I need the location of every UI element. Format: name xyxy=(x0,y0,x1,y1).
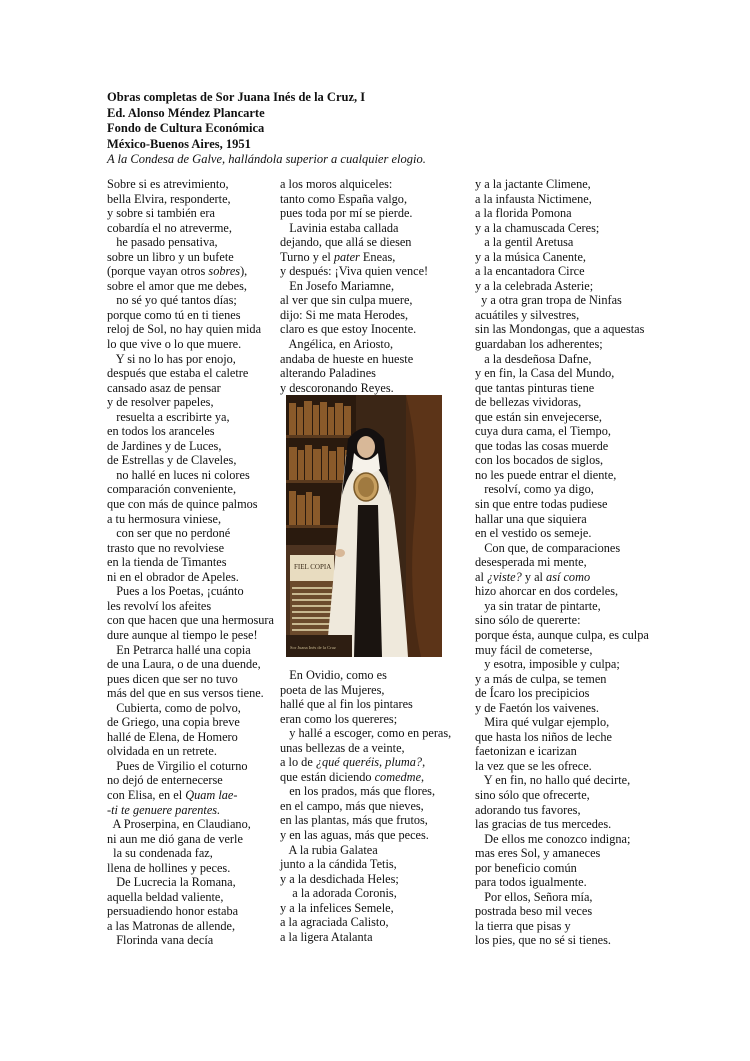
verse-line: mas eres Sol, y amaneces xyxy=(475,846,601,861)
verse-line: sobre un libro y un bufete xyxy=(107,249,234,264)
verse-line: que están sin envejecerse, xyxy=(475,409,603,424)
verse-line: con que hacen que una hermosura xyxy=(107,613,274,628)
verse-line: hallar una que siquiera xyxy=(475,511,587,526)
verse-line: con los bocados de siglos, xyxy=(475,453,604,468)
verse-line: eran como los quereres; xyxy=(280,711,398,726)
verse-line: De ellos me conozco indigna; xyxy=(475,831,631,846)
verse-line: porque como tú en ti tienes xyxy=(107,307,241,322)
verse-line: lo que vive o lo que muere. xyxy=(107,337,242,352)
verse-line: de Estrellas y de Claveles, xyxy=(107,453,237,468)
verse-line: hallé de Elena, de Homero xyxy=(107,729,238,744)
verse-line: Y en fin, no hallo qué decirte, xyxy=(475,773,631,788)
verse-line: y de Faetón los vaivenes. xyxy=(475,700,599,715)
verse-line: persuadiendo honor estaba xyxy=(107,904,239,919)
verse-line: para todos igualmente. xyxy=(475,875,587,890)
verse-line: a la agraciada Calisto, xyxy=(280,915,389,930)
verse-line: Pues a los Poetas, ¡cuánto xyxy=(107,584,244,599)
verse-line: de Jardines y de Luces, xyxy=(107,438,222,453)
verse-line: dejando, que allá se diesen xyxy=(280,235,412,250)
book-publisher: Fondo de Cultura Económica xyxy=(107,121,265,135)
verse-line: a la ligera Atalanta xyxy=(280,929,373,944)
verse-line: y sobre si también era xyxy=(107,206,215,221)
book-place-year: México-Buenos Aires, 1951 xyxy=(107,136,251,151)
verse-line: a la florida Pomona xyxy=(475,206,572,221)
verse-line: bella Elvira, responderte, xyxy=(107,191,231,206)
verse-line: al ¿viste? y al así como xyxy=(475,569,591,584)
verse-line: cuya dura cama, el Tiempo, xyxy=(475,424,611,439)
verse-line: la tierra que pisas y xyxy=(475,918,571,933)
verse-line: y hallé a escoger, como en peras, xyxy=(280,726,452,741)
verse-line: a la gentil Aretusa xyxy=(475,235,574,250)
verse-line: Mira qué vulgar ejemplo, xyxy=(475,715,610,730)
verse-line: hizo ahorcar en dos cordeles, xyxy=(475,584,619,599)
verse-line: Y si no lo has por enojo, xyxy=(107,351,236,366)
verse-line: reloj de Sol, no hay quien mida xyxy=(107,322,262,337)
verse-line: y a la música Canente, xyxy=(475,249,586,264)
verse-line: que tantas pinturas tiene xyxy=(475,380,595,395)
verse-line: sin que entre todas pudiese xyxy=(475,497,608,512)
verse-line: que están diciendo comedme, xyxy=(280,769,425,784)
verse-line: pues toda por mí se pierde. xyxy=(280,206,413,221)
verse-line: a la encantadora Circe xyxy=(475,264,585,279)
verse-line: faetonizan e icarizan xyxy=(475,744,577,759)
verse-line: sin las Mondongas, que a aquestas xyxy=(475,322,645,337)
verse-line: Por ellos, Señora mía, xyxy=(475,889,593,904)
verse-line: de Griego, una copia breve xyxy=(107,715,240,730)
verse-line: andaba de hueste en hueste xyxy=(280,351,414,366)
italic-phrase: ¿viste? xyxy=(486,569,522,584)
verse-line: desesperada mi mente, xyxy=(475,555,587,570)
verse-line: sino sólo de quererte: xyxy=(475,613,581,628)
verse-line: alterando Paladines xyxy=(280,366,376,381)
italic-phrase: comedme xyxy=(374,769,422,784)
verse-line: dijo: Si me mata Herodes, xyxy=(280,307,409,322)
italic-phrase: Quam lae- xyxy=(185,787,238,802)
verse-line: les revolví los afeites xyxy=(107,598,212,613)
verse-line: a las Matronas de allende, xyxy=(107,918,236,933)
verse-line: con Elisa, en el Quam lae- xyxy=(107,787,238,802)
verse-line: unas bellezas de a veinte, xyxy=(280,740,405,755)
verse-line: a tu hermosura viniese, xyxy=(107,511,222,526)
poem-column-2-bottom xyxy=(280,668,451,944)
poem-title: A la Condesa de Galve, hallándola superior a cualquier elogio. xyxy=(107,152,426,166)
verse-line: cansado asaz de pensar xyxy=(107,380,221,395)
poem-column-3 xyxy=(475,177,649,948)
verse-line: de bellezas vividoras, xyxy=(475,395,582,410)
verse-line: guardaban los adherentes; xyxy=(475,337,603,352)
verse-line: y de resolver papeles, xyxy=(107,395,214,410)
verse-line: En Ovidio, como es xyxy=(280,668,387,682)
verse-line: Pues de Virgilio el coturno xyxy=(107,758,248,773)
verse-line: ni en el obrador de Apeles. xyxy=(107,569,239,584)
verse-line: y a la infelices Semele, xyxy=(280,900,394,915)
italic-phrase: ¿qué queréis, pluma? xyxy=(315,755,423,770)
verse-line: en los prados, más que flores, xyxy=(280,784,436,799)
verse-line: en el vestido os semeje. xyxy=(475,526,592,541)
verse-line: los pies, que no sé si tienes. xyxy=(475,933,611,948)
verse-line: porque ésta, aunque culpa, es culpa xyxy=(475,627,649,642)
verse-line: al ver que sin culpa muere, xyxy=(280,293,413,308)
verse-line: de Ícaro los precipicios xyxy=(475,686,590,701)
verse-line: muy fácil de cometerse, xyxy=(475,642,593,657)
verse-line: a la infausta Nictimene, xyxy=(475,191,592,206)
verse-line: no sé yo qué tantos días; xyxy=(107,293,237,308)
verse-line: he pasado pensativa, xyxy=(107,235,218,250)
italic-phrase: -ti te genuere parentes. xyxy=(107,802,221,817)
verse-line: no hallé en luces ni colores xyxy=(107,467,250,482)
verse-line: (porque vayan otros sobres), xyxy=(107,264,248,279)
verse-line: comparación conveniente, xyxy=(107,482,237,497)
verse-line: aquella beldad valiente, xyxy=(107,889,224,904)
verse-line: Sobre si es atrevimiento, xyxy=(107,177,229,191)
verse-line: sobre el amor que me debes, xyxy=(107,278,247,293)
verse-line: y descoronando Reyes. xyxy=(280,380,394,395)
verse-line: acuátiles y silvestres, xyxy=(475,307,580,322)
verse-line: en las plantas, más que frutos, xyxy=(280,813,428,828)
verse-line: a la desdeñosa Dafne, xyxy=(475,351,592,366)
verse-line: no dejó de enternecerse xyxy=(107,773,223,788)
verse-line: En Petrarca hallé una copia xyxy=(107,642,251,657)
verse-line: llena de hollines y peces. xyxy=(107,860,231,875)
verse-line: pues dicen que ser no tuvo xyxy=(107,671,238,686)
portrait-image xyxy=(286,395,442,657)
poem-column-1 xyxy=(107,177,274,948)
verse-line: que todas las cosas muerde xyxy=(475,438,609,453)
verse-line: y a más de culpa, se temen xyxy=(475,671,607,686)
verse-line: y después: ¡Viva quien vence! xyxy=(280,264,429,279)
verse-line: ni aun me dió gana de verle xyxy=(107,831,243,846)
verse-line: resuelta a escribirte ya, xyxy=(107,409,230,424)
verse-line: en todos los aranceles xyxy=(107,424,215,439)
verse-line: y a otra gran tropa de Ninfas xyxy=(475,293,622,308)
verse-line xyxy=(107,803,274,818)
verse-line: no les puede entrar el diente, xyxy=(475,467,617,482)
verse-line: Angélica, en Ariosto, xyxy=(280,337,394,352)
verse-line: trasto que no revolviese xyxy=(107,540,225,555)
portrait-caption: Sor Juana Inés de la Cruz xyxy=(290,645,336,650)
verse-line: Lavinia estaba callada xyxy=(280,220,399,235)
italic-phrase: pater xyxy=(333,249,360,264)
verse-line: con ser que no perdoné xyxy=(107,526,231,541)
italic-phrase: sobres xyxy=(208,264,241,279)
verse-line: la vez que se les ofrece. xyxy=(475,758,592,773)
verse-line: y a la desdichada Heles; xyxy=(280,871,399,886)
verse-line: por beneficio común xyxy=(475,860,577,875)
verse-line: A la rubia Galatea xyxy=(280,842,378,857)
book-editor: Ed. Alonso Méndez Plancarte xyxy=(107,105,265,120)
page-header xyxy=(107,90,426,168)
verse-line: y en las aguas, más que peces. xyxy=(280,828,429,843)
verse-line: más del que en sus versos tiene. xyxy=(107,686,264,701)
verse-line: y a la celebrada Asterie; xyxy=(475,278,594,293)
verse-line: a los moros alquiceles: xyxy=(280,177,393,191)
verse-line: que con más de quince palmos xyxy=(107,497,258,512)
poem-column-2-top xyxy=(280,177,428,395)
verse-line: y a la chamuscada Ceres; xyxy=(475,220,600,235)
verse-line: en la tienda de Timantes xyxy=(107,555,227,570)
verse-line: ya sin tratar de pintarte, xyxy=(475,598,601,613)
verse-line: De Lucrecia la Romana, xyxy=(107,875,236,890)
verse-line: olvidada en un retrete. xyxy=(107,744,217,759)
verse-line: Turno y el pater Eneas, xyxy=(280,249,396,264)
portrait-book-text: FIEL COPIA xyxy=(294,563,332,571)
verse-line: en el campo, más que nieves, xyxy=(280,798,424,813)
verse-line: sino sólo que ofrecerte, xyxy=(475,787,590,802)
verse-line: Cubierta, como de polvo, xyxy=(107,700,241,715)
verse-line: postrada beso mil veces xyxy=(475,904,593,919)
verse-line: y en fin, la Casa del Mundo, xyxy=(475,366,615,381)
verse-line: A Proserpina, en Claudiano, xyxy=(107,817,251,832)
verse-line: Florinda vana decía xyxy=(107,933,214,948)
verse-line: después que estaba el caletre xyxy=(107,366,249,381)
verse-line: y a la jactante Climene, xyxy=(475,177,591,191)
verse-line: claro es que estoy Inocente. xyxy=(280,322,417,337)
verse-line: dure aunque al tiempo le pese! xyxy=(107,627,258,642)
verse-line: Con que, de comparaciones xyxy=(475,540,621,555)
verse-line: adorando tus favores, xyxy=(475,802,581,817)
verse-line: de una Laura, o de una duende, xyxy=(107,657,261,672)
verse-line: a lo de ¿qué queréis, pluma?, xyxy=(280,755,426,770)
verse-line: tanto como España valgo, xyxy=(280,191,408,206)
verse-line: que hasta los niños de leche xyxy=(475,729,612,744)
verse-line: hallé que al fin los pintares xyxy=(280,697,413,712)
verse-line: y esotra, imposible y culpa; xyxy=(475,657,620,672)
verse-line: la su condenada faz, xyxy=(107,846,213,861)
verse-line: En Josefo Mariamne, xyxy=(280,278,395,293)
verse-line: junto a la cándida Tetis, xyxy=(280,857,397,872)
verse-line: poeta de las Mujeres, xyxy=(280,682,385,697)
italic-phrase: así como xyxy=(546,569,591,584)
verse-line: resolví, como ya digo, xyxy=(475,482,594,497)
book-title: Obras completas de Sor Juana Inés de la Cruz, I xyxy=(107,90,366,104)
verse-line: las gracias de tus mercedes. xyxy=(475,817,612,832)
verse-line: cobardía el no atreverme, xyxy=(107,220,232,235)
verse-line: a la adorada Coronis, xyxy=(280,886,397,901)
